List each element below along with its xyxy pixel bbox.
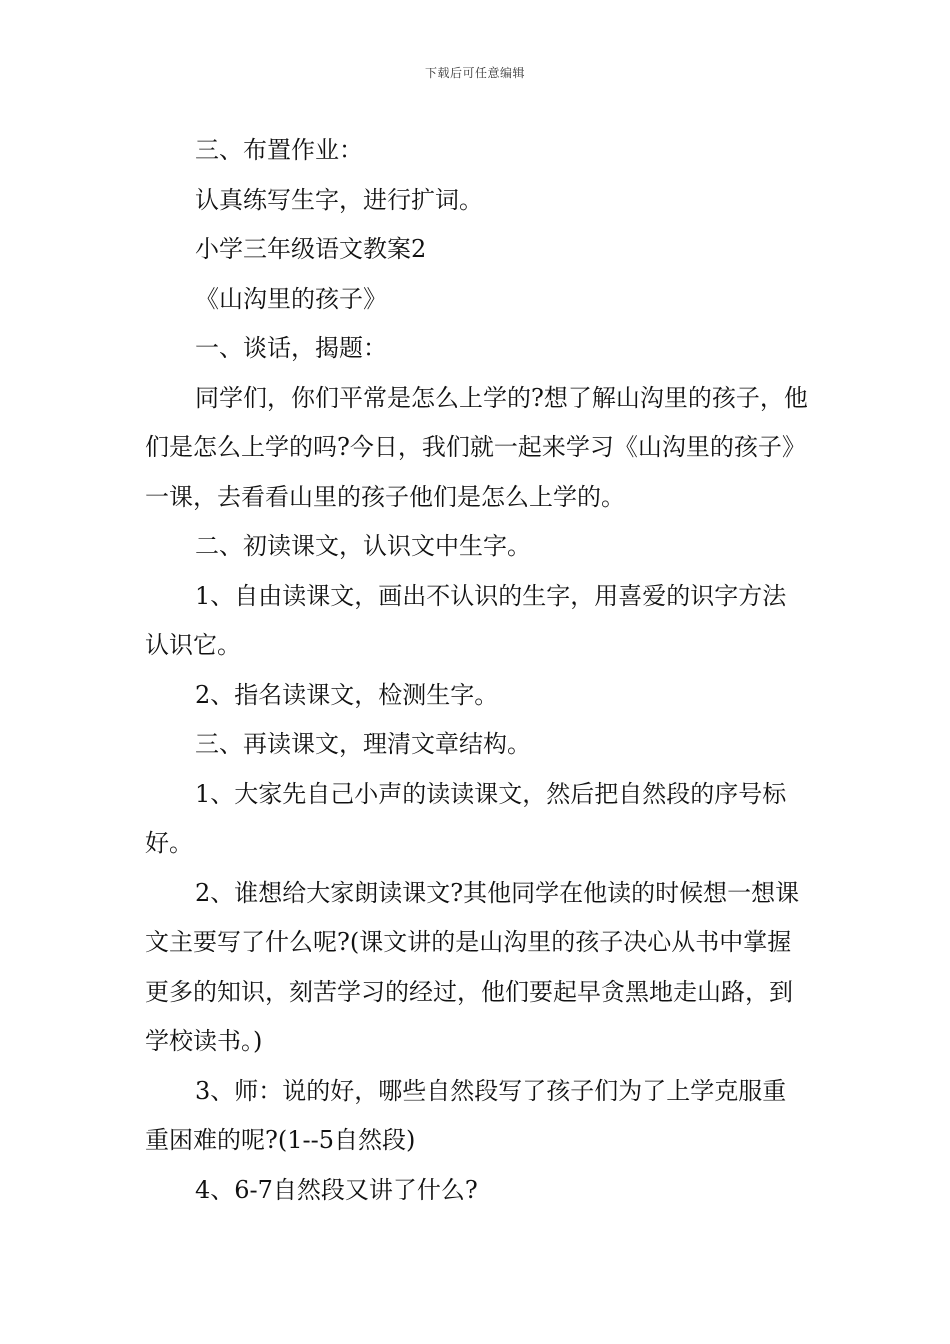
paragraph-homework-heading: 三、布置作业： — [195, 136, 363, 164]
paragraph-section-three: 三、再读课文，理清文章结构。 — [195, 730, 531, 758]
paragraph-homework-task: 认真练写生字，进行扩词。 — [195, 185, 483, 214]
paragraph-section-two: 二、初读课文，认识文中生字。 — [195, 532, 531, 560]
paragraph-step-3-3: 3、师：说的好，哪些自然段写了孩子们为了上学克服重重困难的呢?(1--5自然段) — [145, 1076, 787, 1154]
paragraph-step-3-4: 4、6-7自然段又讲了什么? — [195, 1175, 478, 1204]
paragraph-section-one: 一、谈话，揭题： — [195, 334, 387, 362]
document-body — [145, 126, 810, 1215]
page-header: 下载后可任意编辑 — [424, 66, 525, 80]
paragraph-step-1: 1、自由读课文，画出不认识的生字，用喜爱的识字方法认识它。 — [145, 581, 787, 659]
paragraph-intro: 同学们，你们平常是怎么上学的?想了解山沟里的孩子，他们是怎么上学的吗?今日，我们就一起来学习《山沟里的孩子》一课，去看看山里的孩子他们是怎么上学的。 — [145, 383, 808, 511]
paragraph-step-3-2: 2、谁想给大家朗读课文?其他同学在他读的时候想一想课文主要写了什么呢?(课文讲的是山沟里的孩子决心从书中掌握更多的知识，刻苦学习的经过，他们要起早贪黑地走山路，到学校读书。) — [145, 878, 800, 1055]
paragraph-step-3-1: 1、大家先自己小声的读读课文，然后把自然段的序号标好。 — [145, 779, 787, 857]
paragraph-step-2: 2、指名读课文，检测生字。 — [195, 680, 499, 709]
paragraph-lesson-title: 小学三年级语文教案2 — [195, 235, 427, 263]
paragraph-text-title: 《山沟里的孩子》 — [195, 284, 387, 313]
